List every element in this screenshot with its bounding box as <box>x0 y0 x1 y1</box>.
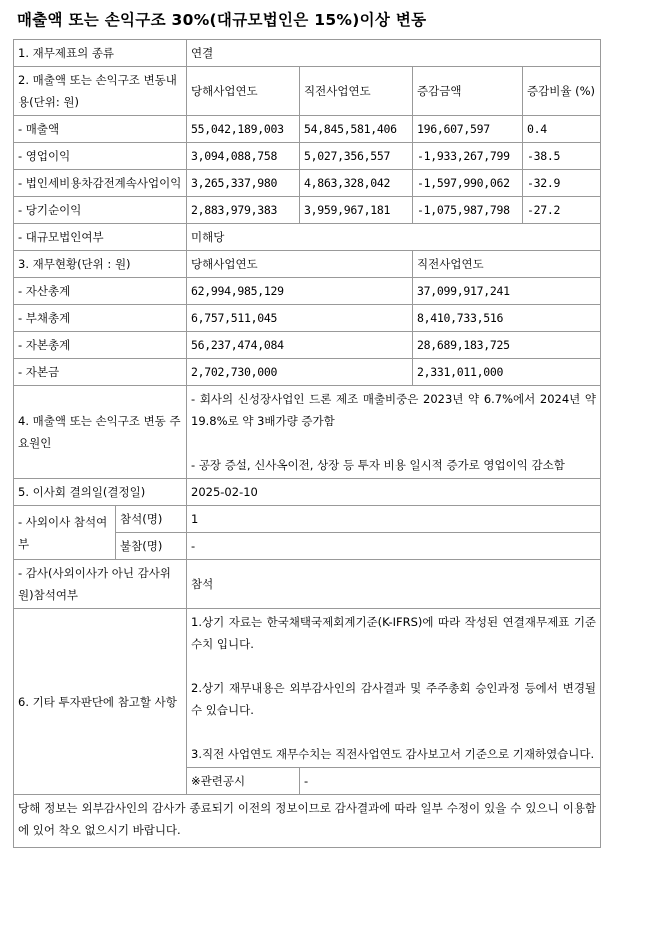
statement-type-label: 1. 재무제표의 종류 <box>14 40 187 67</box>
related-disclosure-label: ※관련공시 <box>187 768 300 795</box>
board-date-value: 2025-02-10 <box>187 479 601 506</box>
financial-item-previous: 37,099,917,241 <box>413 278 601 305</box>
table-row <box>14 224 601 251</box>
income-item-current: 3,265,337,980 <box>187 170 300 197</box>
income-item-previous: 3,959,967,181 <box>300 197 413 224</box>
col-previous-header: 직전사업연도 <box>300 67 413 116</box>
financial-item-current: 62,994,985,129 <box>187 278 413 305</box>
table-row <box>14 506 601 533</box>
statement-type-value: 연결 <box>187 40 601 67</box>
financial-item-previous: 2,331,011,000 <box>413 359 601 386</box>
table-row <box>14 332 601 359</box>
table-row <box>14 40 601 67</box>
income-item-label: - 영업이익 <box>14 143 187 170</box>
main-cause-label: 4. 매출액 또는 손익구조 변동 주요원인 <box>14 386 187 479</box>
auditor-value: 참석 <box>187 560 601 609</box>
financial-item-previous: 8,410,733,516 <box>413 305 601 332</box>
financial-item-current: 2,702,730,000 <box>187 359 413 386</box>
income-item-previous: 54,845,581,406 <box>300 116 413 143</box>
table-row <box>14 251 601 278</box>
income-item-rate: -27.2 <box>523 197 601 224</box>
financial-item-label: - 부채총계 <box>14 305 187 332</box>
table-row <box>14 386 601 479</box>
main-cause-line: - 회사의 신성장사업인 드론 제조 매출비중은 2023년 약 6.7%에서 2024년 약 19.8%로 약 3배가량 증가함 <box>191 392 597 428</box>
income-item-previous: 5,027,356,557 <box>300 143 413 170</box>
table-row <box>14 479 601 506</box>
income-item-rate: -38.5 <box>523 143 601 170</box>
large-corp-label: - 대규모법인여부 <box>14 224 187 251</box>
absent-value: - <box>187 533 601 560</box>
table-row <box>14 278 601 305</box>
page-title: 매출액 또는 손익구조 30%(대규모법인은 15%)이상 변동 <box>17 11 427 29</box>
col-change-amount-header: 증감금액 <box>413 67 523 116</box>
table-row <box>14 116 601 143</box>
financial-item-current: 6,757,511,045 <box>187 305 413 332</box>
income-item-change: -1,075,987,798 <box>413 197 523 224</box>
income-item-label: - 당기순이익 <box>14 197 187 224</box>
footer-note: 당해 정보는 외부감사인의 감사가 종료되기 이전의 정보이므로 감사결과에 따라 일부 수정이 있을 수 있으니 이용함에 있어 착오 없으시기 바랍니다. <box>14 795 601 848</box>
present-value: 1 <box>187 506 601 533</box>
main-cause-value <box>187 386 601 479</box>
disclosure-table <box>13 39 601 848</box>
other-notes <box>187 609 601 768</box>
absent-label: 불참(명) <box>116 533 187 560</box>
board-date-label: 5. 이사회 결의일(결정일) <box>14 479 187 506</box>
other-note: 3.직전 사업연도 재무수치는 직전사업연도 감사보고서 기준으로 기재하였습니다. <box>191 747 595 761</box>
income-item-rate: -32.9 <box>523 170 601 197</box>
table-row <box>14 795 601 848</box>
table-row <box>14 170 601 197</box>
other-note: 2.상기 재무내용은 외부감사인의 감사결과 및 주주총회 승인과정 등에서 변경될 수 있습니다. <box>191 681 597 717</box>
main-cause-line: - 공장 증설, 신사옥이전, 상장 등 투자 비용 일시적 증가로 영업이익 감소함 <box>191 458 565 472</box>
table-row <box>14 305 601 332</box>
financial-item-previous: 28,689,183,725 <box>413 332 601 359</box>
income-item-current: 3,094,088,758 <box>187 143 300 170</box>
income-item-label: - 매출액 <box>14 116 187 143</box>
related-disclosure-value: - <box>300 768 601 795</box>
col-change-rate-header: 증감비율 (%) <box>523 67 601 116</box>
income-item-rate: 0.4 <box>523 116 601 143</box>
large-corp-value: 미해당 <box>187 224 601 251</box>
financial-item-current: 56,237,474,084 <box>187 332 413 359</box>
financial-col-current: 당해사업연도 <box>187 251 413 278</box>
table-row <box>14 560 601 609</box>
other-note: 1.상기 자료는 한국채택국제회계기준(K-IFRS)에 따라 작성된 연결재무제표 기준 수치 입니다. <box>191 615 597 651</box>
outside-directors-label: - 사외이사 참석여부 <box>14 506 116 560</box>
income-item-change: -1,597,990,062 <box>413 170 523 197</box>
other-label: 6. 기타 투자판단에 참고할 사항 <box>14 609 187 795</box>
auditor-label: - 감사(사외이사가 아닌 감사위원)참석여부 <box>14 560 187 609</box>
financial-item-label: - 자본총계 <box>14 332 187 359</box>
income-item-current: 2,883,979,383 <box>187 197 300 224</box>
table-row <box>14 197 601 224</box>
table-row <box>14 67 601 116</box>
col-current-header: 당해사업연도 <box>187 67 300 116</box>
table-row <box>14 359 601 386</box>
table-row <box>14 143 601 170</box>
financial-header-label: 3. 재무현황(단위 : 원) <box>14 251 187 278</box>
table-row <box>14 609 601 768</box>
income-item-label: - 법인세비용차감전계속사업이익 <box>14 170 187 197</box>
income-item-change: 196,607,597 <box>413 116 523 143</box>
financial-col-previous: 직전사업연도 <box>413 251 601 278</box>
financial-item-label: - 자산총계 <box>14 278 187 305</box>
present-label: 참석(명) <box>116 506 187 533</box>
income-item-previous: 4,863,328,042 <box>300 170 413 197</box>
income-item-current: 55,042,189,003 <box>187 116 300 143</box>
change-header-label: 2. 매출액 또는 손익구조 변동내용(단위: 원) <box>14 67 187 116</box>
financial-item-label: - 자본금 <box>14 359 187 386</box>
income-item-change: -1,933,267,799 <box>413 143 523 170</box>
